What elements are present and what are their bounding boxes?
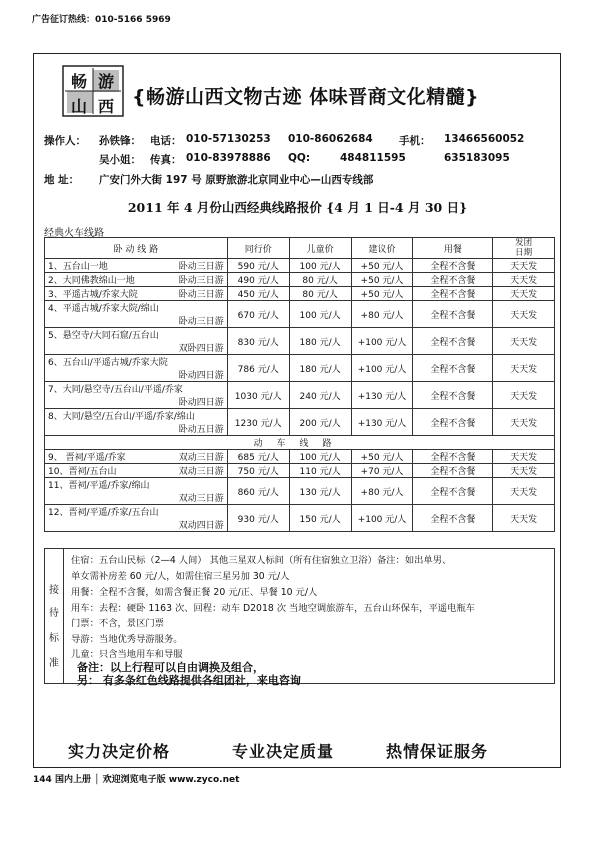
subhead-bullet-trains: 动车线路: [45, 436, 555, 450]
page-number: 144: [33, 775, 52, 785]
side-char-4: 准: [49, 658, 59, 669]
price-cell: 930 元/人: [227, 505, 289, 532]
price-cell: 590 元/人: [227, 259, 289, 273]
qq-label: QQ:: [288, 152, 311, 164]
table-row: [45, 450, 555, 464]
footer: [33, 772, 239, 785]
child-price-cell: 100 元/人: [289, 301, 351, 328]
route-duration: 卧动三日游: [178, 276, 224, 286]
footer-text: 国内上册 │ 欢迎浏览电子版 www.zyco.net: [54, 775, 240, 785]
route-duration: 双动三日游: [178, 467, 224, 477]
price-cell: 860 元/人: [227, 478, 289, 505]
route-cell: [45, 301, 228, 328]
route-duration: 卧动三日游: [178, 317, 224, 327]
route-cell: [45, 273, 228, 287]
child-price-cell: 100 元/人: [289, 259, 351, 273]
departure-cell: 天天发: [493, 382, 555, 409]
route-name: 4、平遥古城/乔家大院/绵山: [48, 304, 159, 314]
suggested-price-cell: +130 元/人: [351, 382, 413, 409]
price-cell: 830 元/人: [227, 328, 289, 355]
route-name: 5、悬空寺/大同石窟/五台山: [48, 331, 159, 341]
route-name: 2、大同佛教绵山一地: [48, 276, 135, 286]
meal-cell: 全程不含餐: [413, 409, 493, 436]
price-cell: 670 元/人: [227, 301, 289, 328]
meal-cell: 全程不含餐: [413, 273, 493, 287]
route-duration: 卧动三日游: [178, 262, 224, 272]
route-duration: 卧动四日游: [178, 371, 224, 381]
header-date: 发团 日期: [493, 238, 555, 259]
route-name: 7、大同/悬空寺/五台山/平遥/乔家: [48, 385, 183, 395]
departure-cell: 天天发: [493, 259, 555, 273]
mobile: 13466560052: [444, 133, 525, 145]
route-name: 9、 晋祠/平遥/乔家: [48, 453, 126, 463]
header-meal: 用餐: [413, 238, 493, 259]
meal-cell: 全程不含餐: [413, 355, 493, 382]
advertising-hotline: 广告征订热线：010-5166 5969: [32, 15, 171, 25]
suggested-price-cell: +130 元/人: [351, 409, 413, 436]
price-cell: 685 元/人: [227, 450, 289, 464]
route-name: 6、五台山/平遥古城/乔家大院: [48, 358, 168, 368]
price-cell: 786 元/人: [227, 355, 289, 382]
table-row: [45, 355, 555, 382]
route-name: 3、平遥古城/乔家大院: [48, 290, 138, 300]
contact-name-1: 孙铁锋：: [99, 135, 141, 147]
tel-label: 电话：: [150, 135, 182, 147]
table-row: [45, 328, 555, 355]
suggested-price-cell: +80 元/人: [351, 478, 413, 505]
price-caption: 2011 年 4 月份山西经典线路报价 {4 月 1 日-4 月 30 日}: [127, 200, 468, 215]
qq-1: 484811595: [340, 152, 406, 164]
suggested-price-cell: +100 元/人: [351, 328, 413, 355]
meal-cell: 全程不含餐: [413, 301, 493, 328]
departure-cell: 天天发: [493, 409, 555, 436]
note-transport: 用车：去程：硬卧 1163 次、回程：动车 D2018 次 当地空调旅游车，五台山环保车，平遥电瓶车: [71, 603, 475, 614]
suggested-price-cell: +50 元/人: [351, 450, 413, 464]
route-cell: [45, 464, 228, 478]
section-label: 经典火车线路: [44, 228, 104, 239]
tel-2: 010-86062684: [288, 133, 373, 145]
logo: [61, 64, 125, 118]
suggested-price-cell: +100 元/人: [351, 505, 413, 532]
departure-cell: 天天发: [493, 273, 555, 287]
table-row: [45, 382, 555, 409]
suggested-price-cell: +70 元/人: [351, 464, 413, 478]
tel-1: 010-57130253: [186, 133, 271, 145]
table-row: [45, 505, 555, 532]
header-route: 卧 动 线 路: [45, 238, 228, 259]
table-header-row: [45, 238, 555, 259]
mobile-label: 手机：: [399, 135, 431, 147]
child-price-cell: 130 元/人: [289, 478, 351, 505]
price-cell: 490 元/人: [227, 273, 289, 287]
route-duration: 双卧四日游: [178, 344, 224, 354]
route-name: 10、晋祠/五台山: [48, 467, 117, 477]
price-cell: 1230 元/人: [227, 409, 289, 436]
side-char-2: 待: [49, 608, 59, 619]
route-duration: 双动四日游: [178, 521, 224, 531]
header-price: 同行价: [227, 238, 289, 259]
route-cell: [45, 382, 228, 409]
slogan-price: 实力决定价格: [68, 742, 171, 761]
note-children: 儿童：只含当地用车和导服: [71, 649, 183, 660]
suggested-price-cell: +50 元/人: [351, 259, 413, 273]
note-accommodation-cont: 单女需补房差 60 元/人，如需住宿三星另加 30 元/人: [71, 571, 290, 582]
subhead-row: [45, 436, 555, 450]
meal-cell: 全程不含餐: [413, 464, 493, 478]
route-duration: 双动三日游: [178, 453, 224, 463]
note-meals: 用餐：全程不含餐，如需含餐正餐 20 元/正、早餐 10 元/人: [71, 587, 318, 598]
child-price-cell: 200 元/人: [289, 409, 351, 436]
departure-cell: 天天发: [493, 450, 555, 464]
suggested-price-cell: +50 元/人: [351, 287, 413, 301]
table-row: [45, 409, 555, 436]
header-suggested: 建议价: [351, 238, 413, 259]
suggested-price-cell: +100 元/人: [351, 355, 413, 382]
route-duration: 双动三日游: [178, 494, 224, 504]
route-price-table: [44, 237, 555, 532]
headline-slogan: {畅游山西文物古迹 体味晋商文化精髓}: [132, 86, 480, 108]
reception-standards-label: [45, 549, 64, 683]
meal-cell: 全程不含餐: [413, 287, 493, 301]
route-name: 8、大同/悬空/五台山/平遥/乔家/绵山: [48, 412, 195, 422]
qq-2: 635183095: [444, 152, 510, 164]
slogan-service: 热情保证服务: [386, 742, 489, 761]
child-price-cell: 180 元/人: [289, 328, 351, 355]
route-duration: 卧动五日游: [178, 425, 224, 435]
slogan-quality: 专业决定质量: [232, 742, 335, 761]
meal-cell: 全程不含餐: [413, 259, 493, 273]
child-price-cell: 240 元/人: [289, 382, 351, 409]
side-char-3: 标: [49, 633, 59, 644]
route-name: 1、五台山一地: [48, 262, 108, 272]
note-accommodation: 住宿：五台山民标（2—4 人间） 其他三星双人标间（所有住宿独立卫浴）备注：如出单男、: [71, 555, 452, 566]
route-duration: 卧动四日游: [178, 398, 224, 408]
note-tickets: 门票：不含，景区门票: [71, 618, 164, 629]
route-cell: [45, 450, 228, 464]
route-cell: [45, 259, 228, 273]
meal-cell: 全程不含餐: [413, 450, 493, 464]
remark-line-1: 备注：以上行程可以自由调换及组合，: [77, 661, 264, 674]
table-row: [45, 464, 555, 478]
logo-char-2: 游: [98, 72, 115, 91]
price-cell: 1030 元/人: [227, 382, 289, 409]
reception-standards: [44, 548, 555, 687]
departure-cell: 天天发: [493, 505, 555, 532]
departure-cell: 天天发: [493, 328, 555, 355]
contact-name-2: 吴小姐：: [99, 154, 141, 166]
remark-line-2: 另： 有多条红色线路提供各组团社，来电咨询: [77, 674, 301, 687]
child-price-cell: 150 元/人: [289, 505, 351, 532]
route-cell: [45, 478, 228, 505]
departure-cell: 天天发: [493, 478, 555, 505]
side-char-1: 接: [49, 585, 59, 596]
route-cell: [45, 355, 228, 382]
meal-cell: 全程不含餐: [413, 505, 493, 532]
price-cell: 750 元/人: [227, 464, 289, 478]
suggested-price-cell: +50 元/人: [351, 273, 413, 287]
table-row: [45, 301, 555, 328]
child-price-cell: 110 元/人: [289, 464, 351, 478]
table-row: [45, 273, 555, 287]
note-guide: 导游：当地优秀导游服务。: [71, 634, 183, 645]
route-duration: 卧动三日游: [178, 290, 224, 300]
logo-char-1: 畅: [71, 72, 88, 91]
logo-char-3: 山: [71, 97, 88, 116]
address: 广安门外大街 197 号 原野旅游北京同业中心—山西专线部: [99, 174, 374, 186]
meal-cell: 全程不含餐: [413, 328, 493, 355]
departure-cell: 天天发: [493, 355, 555, 382]
meal-cell: 全程不含餐: [413, 478, 493, 505]
child-price-cell: 180 元/人: [289, 355, 351, 382]
child-price-cell: 100 元/人: [289, 450, 351, 464]
table-row: [45, 259, 555, 273]
header-child: 儿童价: [289, 238, 351, 259]
child-price-cell: 80 元/人: [289, 273, 351, 287]
departure-cell: 天天发: [493, 301, 555, 328]
fax-label: 传真：: [150, 154, 182, 166]
fax: 010-83978886: [186, 152, 271, 164]
address-label: 地 址：: [44, 174, 80, 186]
child-price-cell: 80 元/人: [289, 287, 351, 301]
meal-cell: 全程不含餐: [413, 382, 493, 409]
suggested-price-cell: +80 元/人: [351, 301, 413, 328]
route-name: 12、晋祠/平遥/乔家/五台山: [48, 508, 159, 518]
logo-char-4: 西: [98, 97, 115, 116]
table-row: [45, 478, 555, 505]
departure-cell: 天天发: [493, 287, 555, 301]
route-cell: [45, 409, 228, 436]
route-cell: [45, 287, 228, 301]
route-cell: [45, 505, 228, 532]
table-row: [45, 287, 555, 301]
operator-label: 操作人：: [44, 135, 86, 147]
departure-cell: 天天发: [493, 464, 555, 478]
route-name: 11、晋祠/平遥/乔家/绵山: [48, 481, 150, 491]
price-cell: 450 元/人: [227, 287, 289, 301]
route-cell: [45, 328, 228, 355]
